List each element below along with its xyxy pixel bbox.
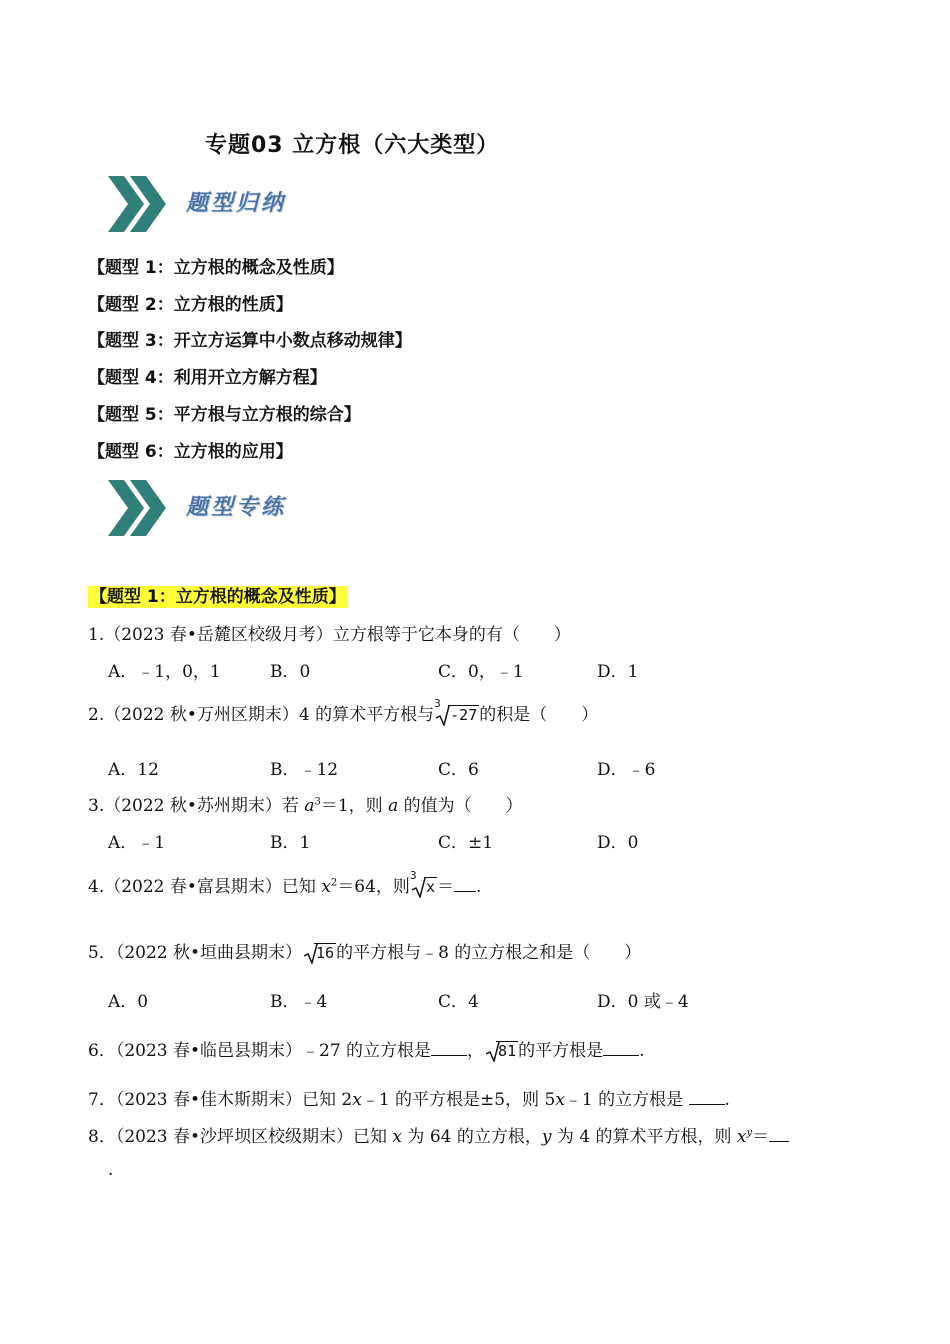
q1-option-a: A．﹣1，0，1 bbox=[108, 662, 221, 682]
q3-var-a2: a bbox=[388, 796, 399, 816]
square-root-expression bbox=[302, 944, 336, 962]
q2-option-d: D．﹣6 bbox=[597, 760, 656, 780]
q7-end: . bbox=[724, 1090, 730, 1110]
q3-var-a: a bbox=[304, 796, 315, 816]
q8-var-x2: x bbox=[736, 1127, 747, 1147]
q8-prefix: 8．（2023 春•沙坪坝区校级期末）已知 bbox=[88, 1127, 393, 1147]
q4-var-x: x bbox=[321, 877, 331, 897]
banner-summary-label: 题型归纳 bbox=[186, 191, 287, 216]
page-title: 专题03 立方根（六大类型） bbox=[205, 133, 500, 158]
question-8 bbox=[88, 1122, 789, 1147]
q2-option-b: B．﹣12 bbox=[270, 760, 339, 780]
q5-option-a: A．0 bbox=[108, 992, 149, 1012]
question-6 bbox=[88, 1036, 645, 1061]
q8-mid2: 为 4 的算术平方根，则 bbox=[551, 1127, 737, 1147]
q7-mid: ﹣1 的平方根是±5，则 5 bbox=[361, 1090, 556, 1110]
q7-var-x: x bbox=[352, 1090, 362, 1110]
toc-item-6: 【题型 6：立方根的应用】 bbox=[88, 442, 293, 462]
q8-exponent: y bbox=[746, 1127, 753, 1139]
radicand: x bbox=[425, 878, 435, 896]
q4-exponent: 2 bbox=[330, 877, 338, 889]
question-5 bbox=[88, 938, 641, 963]
q6-comma: ， bbox=[467, 1041, 485, 1061]
q1-option-c: C．0，﹣1 bbox=[438, 662, 524, 682]
q7-var-x2: x bbox=[555, 1090, 565, 1110]
q3-option-a: A．﹣1 bbox=[108, 833, 166, 853]
cube-root-expression bbox=[434, 697, 479, 724]
q2-option-c: C．6 bbox=[438, 760, 479, 780]
q5-option-c: C．4 bbox=[438, 992, 479, 1012]
toc-item-1: 【题型 1：立方根的概念及性质】 bbox=[88, 258, 344, 278]
toc-item-5: 【题型 5：平方根与立方根的综合】 bbox=[88, 405, 361, 425]
q8-end: . bbox=[108, 1160, 114, 1180]
section-heading bbox=[88, 582, 348, 607]
q5-option-b: B．﹣4 bbox=[270, 992, 328, 1012]
answer-blank[interactable] bbox=[454, 875, 476, 892]
q4-end: . bbox=[475, 877, 482, 897]
root-index: 3 bbox=[434, 697, 441, 710]
q3-option-d: D．0 bbox=[597, 833, 639, 853]
toc-item-2: 【题型 2：立方根的性质】 bbox=[88, 295, 293, 315]
q2-prefix: 2.（2022 秋•万州区期末）4 的算术平方根与 bbox=[88, 705, 435, 725]
q6-suffix: 的平方根是 bbox=[518, 1041, 604, 1061]
q3-option-c: C．±1 bbox=[438, 833, 494, 853]
question-2 bbox=[88, 697, 599, 725]
question-7 bbox=[88, 1085, 730, 1110]
question-1: 1.（2023 春•岳麓区校级月考）立方根等于它本身的有（ ） bbox=[88, 625, 571, 645]
q2-option-a: A．12 bbox=[108, 760, 159, 780]
q2-suffix: 的积是（ ） bbox=[479, 705, 599, 725]
radicand: -27 bbox=[450, 706, 478, 724]
q4-suffix: ＝ bbox=[436, 877, 454, 897]
q6-end: . bbox=[639, 1041, 645, 1061]
toc-item-4: 【题型 4：利用开立方解方程】 bbox=[88, 368, 327, 388]
q8-var-x: x bbox=[392, 1127, 403, 1147]
question-4 bbox=[88, 869, 482, 897]
q1-option-b: B．0 bbox=[270, 662, 311, 682]
toc-item-3: 【题型 3：开立方运算中小数点移动规律】 bbox=[88, 331, 412, 351]
q8-suffix: ＝ bbox=[752, 1127, 770, 1147]
section-banner-practice bbox=[106, 476, 366, 540]
q3-exponent: 3 bbox=[314, 796, 321, 808]
question-3 bbox=[88, 791, 523, 816]
q3-option-b: B．1 bbox=[270, 833, 311, 853]
answer-blank[interactable] bbox=[689, 1088, 725, 1105]
q3-prefix: 3.（2022 秋•苏州期末）若 bbox=[88, 796, 305, 816]
q8-var-y: y bbox=[541, 1127, 552, 1147]
cube-root-expression bbox=[409, 869, 437, 896]
answer-blank[interactable] bbox=[603, 1039, 639, 1056]
q6-prefix: 6．（2023 春•临邑县期末）﹣27 的立方根是 bbox=[88, 1041, 432, 1061]
q7-prefix: 7．（2023 春•佳木斯期末）已知 2 bbox=[88, 1090, 353, 1110]
double-chevron-icon bbox=[106, 172, 170, 236]
q3-suffix: 的值为（ ） bbox=[398, 796, 523, 816]
section-heading-text: 【题型 1：立方根的概念及性质】 bbox=[90, 587, 346, 607]
square-root-expression bbox=[484, 1042, 518, 1060]
answer-blank[interactable] bbox=[769, 1125, 789, 1142]
radicand: 16 bbox=[316, 944, 335, 962]
q5-prefix: 5．（2022 秋•垣曲县期末） bbox=[88, 943, 303, 963]
q8-mid: 为 64 的立方根， bbox=[402, 1127, 542, 1147]
banner-practice-label: 题型专练 bbox=[186, 495, 287, 520]
double-chevron-icon bbox=[106, 476, 170, 540]
q7-suffix: ﹣1 的立方根是 bbox=[564, 1090, 689, 1110]
q5-option-d: D．0 或﹣4 bbox=[597, 992, 689, 1012]
root-index: 3 bbox=[409, 869, 417, 882]
radicand: 81 bbox=[498, 1042, 517, 1060]
q5-suffix: 的平方根与﹣8 的立方根之和是（ ） bbox=[336, 943, 642, 963]
q4-mid: ＝64，则 bbox=[337, 877, 410, 897]
q3-mid: ＝1，则 bbox=[320, 796, 389, 816]
q4-prefix: 4.（2022 春•富县期末）已知 bbox=[88, 877, 322, 897]
q1-option-d: D．1 bbox=[597, 662, 639, 682]
section-banner-summary bbox=[106, 172, 366, 236]
answer-blank[interactable] bbox=[431, 1039, 467, 1056]
